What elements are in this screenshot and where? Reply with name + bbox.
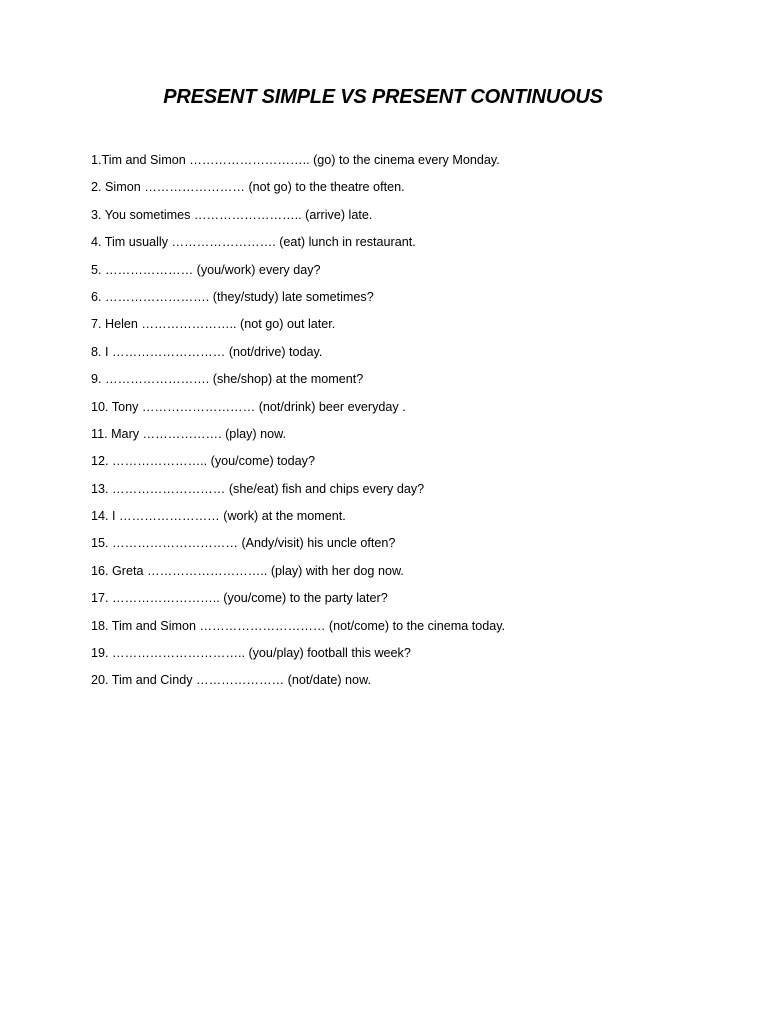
exercise-item: 16. Greta ……………………….. (play) with her dog now. xyxy=(91,563,404,578)
exercise-list xyxy=(91,150,505,698)
exercise-item: 2. Simon …………………… (not go) to the theatre often. xyxy=(91,180,405,195)
exercise-item: 11. Mary ………………. (play) now. xyxy=(91,426,287,441)
exercise-item: 18. Tim and Simon ………………………… (not/come) to the cinema today. xyxy=(91,618,506,633)
exercise-item: 15. ………………………… (Andy/visit) his uncle often? xyxy=(91,536,396,551)
exercise-item: 1.Tim and Simon ……………………….. (go) to the cinema every Monday. xyxy=(91,153,500,167)
exercise-item: 20. Tim and Cindy ………………… (not/date) now. xyxy=(91,673,371,688)
exercise-item: 14. I …………………… (work) at the moment. xyxy=(91,509,346,524)
page-title: PRESENT SIMPLE VS PRESENT CONTINUOUS xyxy=(163,86,603,108)
exercise-item: 8. I ……………………… (not/drive) today. xyxy=(91,344,323,359)
exercise-item: 19. ………………………….. (you/play) football this week? xyxy=(91,646,411,661)
exercise-item: 9. ……………………. (she/shop) at the moment? xyxy=(91,372,364,387)
exercise-item: 4. Tim usually ……………………. (eat) lunch in restaurant. xyxy=(91,235,416,250)
exercise-item: 6. ……………………. (they/study) late sometimes? xyxy=(91,289,374,304)
exercise-item: 5. ………………… (you/work) every day? xyxy=(91,262,321,277)
exercise-item: 7. Helen ………………….. (not go) out later. xyxy=(91,317,336,332)
exercise-item: 3. You sometimes …………………….. (arrive) late. xyxy=(91,207,373,222)
exercise-item: 13. ……………………… (she/eat) fish and chips every day? xyxy=(91,481,425,496)
exercise-item: 17. …………………….. (you/come) to the party later? xyxy=(91,591,388,606)
exercise-item: 12. ………………….. (you/come) today? xyxy=(91,454,315,469)
exercise-item: 10. Tony ……………………… (not/drink) beer everyday . xyxy=(91,399,406,414)
